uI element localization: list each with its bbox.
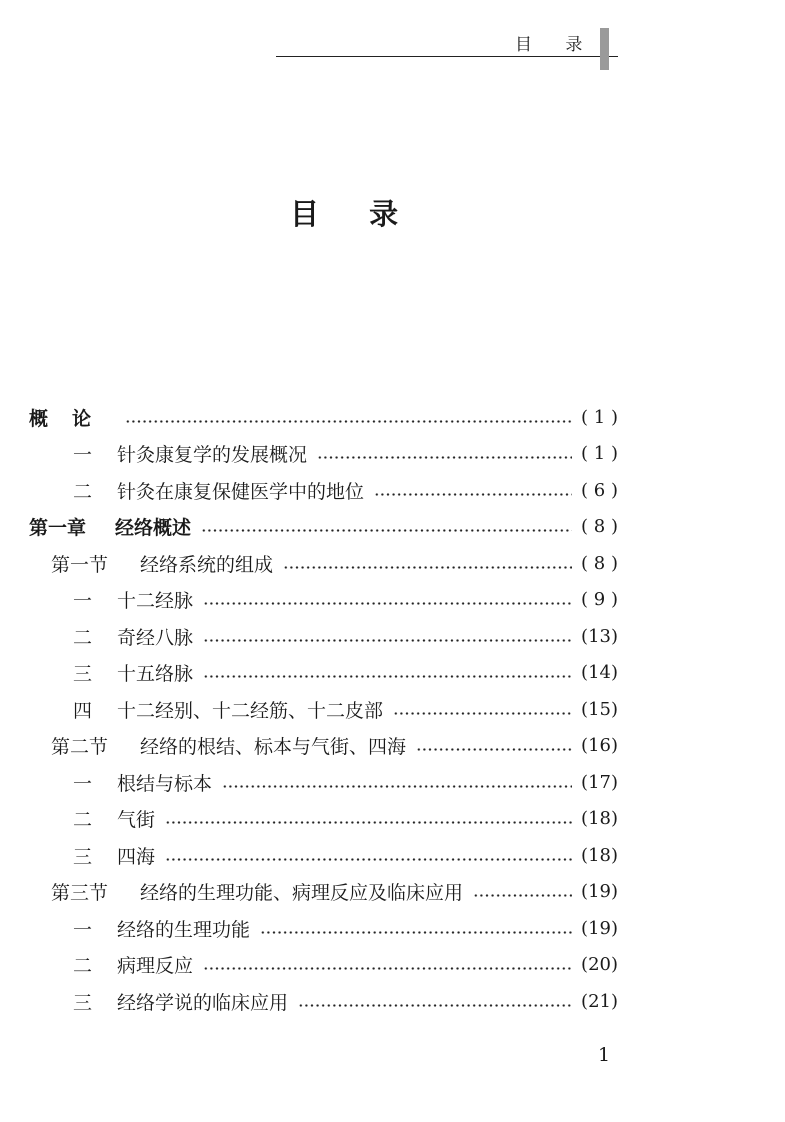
toc-entry-label (73, 623, 193, 650)
toc-entry[interactable] (73, 802, 618, 836)
toc-entry[interactable] (29, 510, 618, 544)
toc-entry[interactable] (73, 838, 618, 872)
toc-entry-page: (14) (581, 662, 618, 683)
toc-entry-label (51, 732, 406, 759)
toc-entry-number: 三 (73, 991, 93, 1014)
toc-entry-label (73, 988, 288, 1015)
toc-entry[interactable] (73, 948, 618, 982)
toc-entry-page: (19) (581, 917, 618, 939)
toc-entry-page: ( 9 ) (581, 589, 618, 610)
toc-entry-page: (17) (581, 771, 618, 793)
toc-entry[interactable] (73, 984, 618, 1018)
toc-entry[interactable] (73, 656, 618, 690)
toc-entry-page: (18) (581, 808, 618, 829)
toc-entry-title: 经络的生理功能、病理反应及临床应用 (140, 882, 464, 904)
dot-leader (317, 456, 572, 459)
toc-entry[interactable] (29, 400, 618, 434)
toc-entry-label (29, 513, 191, 540)
dot-leader (125, 420, 572, 423)
toc-entry-label (73, 842, 155, 869)
toc-entry-label (73, 659, 193, 686)
toc-entry-number: 四 (73, 699, 93, 722)
toc-entry-number: 第一节 (51, 553, 109, 576)
toc-entry-page: (15) (581, 698, 618, 720)
dot-leader (203, 639, 572, 642)
toc-entry[interactable] (51, 875, 618, 909)
toc-entry-title: 概论 (29, 407, 116, 430)
toc-entry-number: 二 (73, 809, 93, 831)
toc-entry-title: 经络的根结、标本与气街、四海 (140, 736, 407, 758)
toc-entry-label (73, 440, 307, 467)
toc-entry-page: ( 8 ) (581, 552, 618, 574)
toc-entry-title: 经络学说的临床应用 (117, 991, 289, 1014)
toc-entry-page: ( 1 ) (581, 406, 618, 428)
toc-entry-number: 第三节 (51, 882, 109, 904)
toc-entry-label (51, 878, 463, 905)
toc-entry-page: (13) (581, 625, 618, 647)
toc-entry-page: ( 1 ) (581, 443, 618, 464)
toc-entry-title: 四海 (117, 845, 156, 868)
toc-entry-number: 第二节 (51, 736, 109, 758)
toc-entry-title: 经络的生理功能 (117, 918, 251, 941)
toc-entry-title: 经络系统的组成 (140, 553, 274, 576)
toc-entry-number: 一 (73, 918, 93, 941)
toc-entry[interactable] (73, 583, 618, 617)
toc-entry-label (73, 769, 212, 796)
toc-entry-title: 针灸在康复保健医学中的地位 (117, 480, 365, 503)
toc-entry-title: 十五络脉 (117, 663, 194, 685)
toc-entry-page: (19) (581, 881, 618, 902)
toc-entry-page: ( 8 ) (581, 516, 618, 537)
dot-leader (222, 785, 572, 788)
toc-entry-label (73, 805, 155, 832)
toc-entry-label (73, 477, 364, 504)
dot-leader (416, 748, 572, 751)
dot-leader (203, 602, 572, 605)
toc-entry[interactable] (73, 437, 618, 471)
toc-entry-number: 二 (73, 480, 93, 503)
toc-entry-label (73, 951, 193, 978)
dot-leader (165, 821, 572, 824)
toc-entry-title: 经络概述 (115, 517, 192, 539)
dot-leader (393, 712, 572, 715)
toc-entry-number: 第一章 (29, 517, 87, 539)
toc-entry-title: 十二经脉 (117, 590, 194, 612)
dot-leader (283, 566, 572, 569)
toc-entry[interactable] (51, 546, 618, 580)
toc-entry[interactable] (73, 765, 618, 799)
dot-leader (298, 1004, 572, 1007)
dot-leader (374, 493, 572, 496)
toc-entry[interactable] (73, 473, 618, 507)
toc-entry-title: 针灸康复学的发展概况 (117, 444, 308, 466)
dot-leader (201, 529, 572, 532)
toc-entry-title: 根结与标本 (117, 772, 213, 795)
dot-leader (473, 894, 572, 897)
toc-entry[interactable] (73, 911, 618, 945)
toc-entry-number: 三 (73, 663, 93, 685)
toc-entry-page: (18) (581, 844, 618, 866)
dot-leader (165, 858, 572, 861)
toc-entry-number: 一 (73, 772, 93, 795)
header-rule (276, 56, 618, 57)
thumb-tab-marker (600, 28, 609, 70)
toc-entry[interactable] (73, 619, 618, 653)
toc-entry-title: 十二经别、十二经筋、十二皮部 (117, 699, 384, 722)
toc-entry-number: 一 (73, 444, 93, 466)
dot-leader (260, 931, 572, 934)
toc-entry-number: 三 (73, 845, 93, 868)
toc-entry-title: 奇经八脉 (117, 626, 194, 649)
toc-entry-number: 二 (73, 626, 93, 649)
toc-entry-title: 气街 (117, 809, 156, 831)
toc-entry-label (51, 550, 273, 577)
toc-entry-label (73, 696, 383, 723)
toc-entry[interactable] (51, 729, 618, 763)
toc-entry-label (73, 915, 250, 942)
dot-leader (203, 967, 572, 970)
toc-entry-page: (20) (581, 954, 618, 975)
toc-entry-number: 二 (73, 955, 93, 977)
toc-entry-page: (16) (581, 735, 618, 756)
running-head: 目 录 (515, 35, 597, 55)
toc-entry-label (29, 404, 115, 431)
page-title: 目 录 (290, 197, 419, 231)
dot-leader (203, 675, 572, 678)
toc-entry-label (73, 586, 193, 613)
toc-entry-title: 病理反应 (117, 955, 194, 977)
toc-entry-page: (21) (581, 990, 618, 1012)
toc-entry-number: 一 (73, 590, 93, 612)
toc-entry[interactable] (73, 692, 618, 726)
page-number: 1 (598, 1044, 611, 1066)
toc-entry-page: ( 6 ) (581, 479, 618, 501)
